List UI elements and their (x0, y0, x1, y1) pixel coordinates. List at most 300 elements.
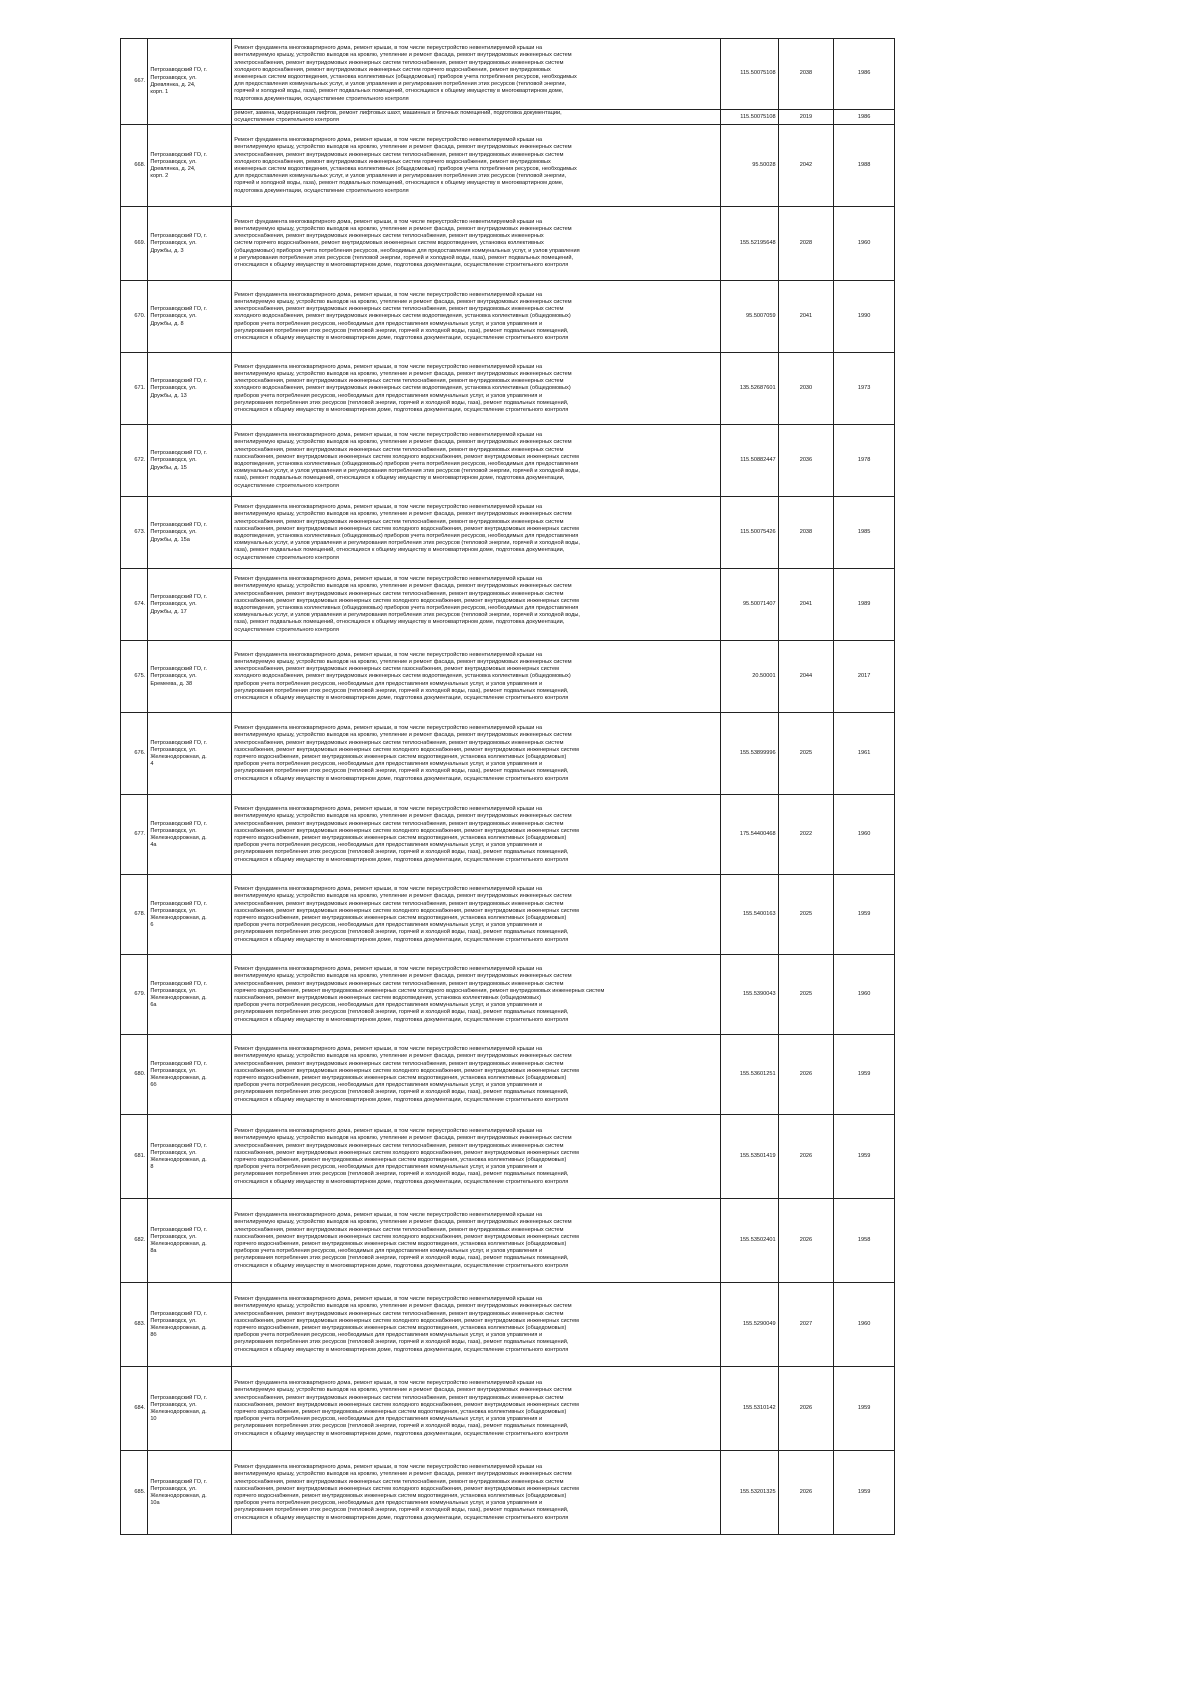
work-description (232, 1367, 721, 1451)
cost-cell: 155.5310142 (720, 1367, 778, 1451)
cost-cell: 155.5290049 (720, 1283, 778, 1367)
work-description-line: вентилируемую крышу, устройство выходов на кровлю, утепление и ремонт фасада, ремонт внутридомовых инженерных систем (234, 1471, 572, 1478)
build-year-cell: 1960 (834, 207, 895, 281)
work-description-line: газа), ремонт подвальных помещений, относящихся к общему имуществу в многоквартирном доме, подготовка документации, (234, 547, 565, 554)
address-cell-line: Петрозаводск, ул. (150, 987, 197, 994)
row-number: 685. (121, 1451, 148, 1535)
work-description-line: осуществление строительного контроля (234, 626, 339, 633)
work-description-line: для предоставления коммунальных услуг, и узлов управления и регулирования потребления этих ресурсов (тепловой энергии, (234, 173, 567, 180)
build-year-cell: 1958 (834, 1199, 895, 1283)
address-cell-line: Петрозаводский ГО, г. (150, 980, 207, 987)
address-cell-line: Петрозаводский ГО, г. (150, 1310, 207, 1317)
address-cell-line: Петрозаводский ГО, г. (150, 820, 207, 827)
address-cell-line: Петрозаводский ГО, г. (150, 67, 207, 74)
work-description-line: приборов учета потребления ресурсов, необходимых для предоставления коммунальных услуг, и узлов управления и (234, 761, 543, 768)
address-cell-line: Петрозаводский ГО, г. (150, 306, 207, 313)
row-number: 668. (121, 125, 148, 207)
row-number: 684. (121, 1367, 148, 1451)
work-description-line: регулирования потребления этих ресурсов (тепловой энергии, горячей и холодной воды, газа), ремонт подвальных помещений, (234, 849, 569, 856)
work-description-line: горячего водоснабжения, ремонт внутридомовых инженерных систем водоотведения, установка коллективных (общедомовых) (234, 834, 567, 841)
build-year-cell: 1986 (834, 110, 895, 125)
planned-year-cell: 2026 (778, 1451, 834, 1535)
work-description-line: холодного водоснабжения, ремонт внутридомовых инженерных систем водоотведения, установка коллективных (общедомовых) (234, 313, 571, 320)
address-cell-line: Древлянка, д. 24, (150, 81, 196, 88)
work-description-line: холодного водоснабжения, ремонт внутридомовых инженерных систем горячего водоснабжения, ремонт внутридомовых (234, 66, 551, 73)
work-description-line: приборов учета потребления ресурсов, необходимых для предоставления коммунальных услуг, и узлов управления и (234, 1248, 543, 1255)
work-description-line: Ремонт фундамента многоквартирного дома, ремонт крыши, в том числе переустройство невентилируемой крыши на (234, 1296, 543, 1303)
address-cell-line: Петрозаводск, ул. (150, 1149, 197, 1156)
work-description-line: горячей и холодной воды, газа), ремонт подвальных помещений, относящихся к общему имуществу в многоквартирном доме, (234, 88, 564, 95)
cost-cell: 135.52687601 (720, 353, 778, 425)
row-number: 683. (121, 1283, 148, 1367)
address-cell-line: Петрозаводск, ул. (150, 673, 197, 680)
address-cell-line: Железнодорожная, д. (150, 753, 207, 760)
address-cell-line: Дружбы, д. 13 (150, 392, 187, 399)
address-cell (148, 39, 232, 125)
work-description-line: коммунальных услуг, и узлов управления и регулирования потребления этих ресурсов (тепловой энергии, горячей и холодной воды, (234, 468, 580, 475)
address-cell-line: Железнодорожная, д. (150, 1240, 207, 1247)
work-description (232, 207, 721, 281)
work-description-line: вентилируемую крышу, устройство выходов на кровлю, утепление и ремонт фасада, ремонт внутридомовых инженерных систем (234, 1053, 572, 1060)
build-year-cell: 1959 (834, 1115, 895, 1199)
planned-year-cell: 2028 (778, 207, 834, 281)
table-row (121, 875, 895, 955)
work-description-line: относящихся к общему имуществу в многоквартирном доме, подготовка документации, осуществление строительного контроля (234, 1262, 569, 1269)
work-description-line: газоснабжения, ремонт внутридомовых инженерных систем водоотведения, установка коллективных (общедомовых) (234, 994, 541, 1001)
work-description-line: электроснабжения, ремонт внутридомовых инженерных систем теплоснабжения, ремонт внутридомовых инженерных систем (234, 1394, 564, 1401)
work-description-line: приборов учета потребления ресурсов, необходимых для предоставления коммунальных услуг, и узлов управления и (234, 1416, 543, 1423)
address-cell (148, 1283, 232, 1367)
work-description-line: осуществление строительного контроля (234, 117, 339, 124)
work-description-line: вентилируемую крышу, устройство выходов на кровлю, утепление и ремонт фасада, ремонт внутридомовых инженерных систем (234, 1135, 572, 1142)
work-description-line: ремонт, замена, модернизация лифтов, ремонт лифтовых шахт, машинных и блочных помещений, подготовка документации, (234, 110, 562, 116)
work-description-line: относящихся к общему имуществу в многоквартирном доме, подготовка документации, осуществление строительного контроля (234, 1096, 569, 1103)
work-description-line: относящихся к общему имуществу в многоквартирном доме, подготовка документации, осуществление строительного контроля (234, 694, 569, 701)
work-description (232, 353, 721, 425)
planned-year-cell: 2025 (778, 955, 834, 1035)
work-description-line: инженерных систем водоотведения, установка коллективных (общедомовых) приборов учета потребления ресурсов, необходимых (234, 74, 577, 80)
row-number: 681. (121, 1115, 148, 1199)
work-description-line: относящихся к общему имуществу в многоквартирном доме, подготовка документации, осуществление строительного контроля (234, 1514, 569, 1521)
work-description-line: относящихся к общему имуществу в многоквартирном доме, подготовка документации, осуществление строительного контроля (234, 406, 569, 413)
build-year-cell: 1961 (834, 713, 895, 795)
row-number: 671. (121, 353, 148, 425)
work-description-line: регулирования потребления этих ресурсов (тепловой энергии, горячей и холодной воды, газа), ремонт подвальных помещений, (234, 1089, 569, 1096)
work-description-line: вентилируемую крышу, устройство выходов на кровлю, утепление и ремонт фасада, ремонт внутридомовых инженерных систем (234, 813, 572, 820)
address-cell (148, 1115, 232, 1199)
row-number: 672. (121, 425, 148, 497)
address-cell-line: 8б (150, 1332, 157, 1339)
address-cell (148, 497, 232, 569)
table-row (121, 281, 895, 353)
address-cell (148, 875, 232, 955)
row-number: 674. (121, 569, 148, 641)
table-row (121, 569, 895, 641)
work-description-line: регулирования потребления этих ресурсов (тепловой энергии, горячей и холодной воды, газа), ремонт подвальных помещений, (234, 1423, 569, 1430)
address-cell-line: 6б (150, 1082, 157, 1089)
work-description-line: Ремонт фундамента многоквартирного дома, ремонт крыши, в том числе переустройство невентилируемой крыши на (234, 1380, 543, 1387)
work-description-line: приборов учета потребления ресурсов, необходимых для предоставления коммунальных услуг, и узлов управления и (234, 392, 543, 399)
work-description-line: вентилируемую крышу, устройство выходов на кровлю, утепление и ремонт фасада, ремонт внутридомовых инженерных систем (234, 370, 572, 377)
row-number: 680. (121, 1035, 148, 1115)
work-description-line: газа), ремонт подвальных помещений, относящихся к общему имуществу в многоквартирном доме, подготовка документации, (234, 619, 565, 626)
work-description-line: систем горячего водоснабжения, ремонт внутридомовых инженерных систем водоотведения, установка коллективных (234, 240, 544, 247)
address-cell (148, 1199, 232, 1283)
cost-cell: 95.5007059 (720, 281, 778, 353)
work-description-line: газоснабжения, ремонт внутридомовых инженерных систем холодного водоснабжения, ремонт внутридомовых инженерных систем (234, 1485, 579, 1492)
work-description-line: относящихся к общему имуществу в многоквартирном доме, подготовка документации, осуществление строительного контроля (234, 775, 569, 782)
planned-year-cell: 2026 (778, 1199, 834, 1283)
build-year-cell: 1959 (834, 1451, 895, 1535)
work-description-line: вентилируемую крышу, устройство выходов на кровлю, утепление и ремонт фасада, ремонт внутридомовых инженерных систем (234, 583, 572, 590)
work-description-line: Ремонт фундамента многоквартирного дома, ремонт крыши, в том числе переустройство невентилируемой крыши на (234, 137, 543, 144)
work-description-line: Ремонт фундамента многоквартирного дома, ремонт крыши, в том числе переустройство невентилируемой крыши на (234, 1046, 543, 1053)
work-description-line: вентилируемую крышу, устройство выходов на кровлю, утепление и ремонт фасада, ремонт внутридомовых инженерных систем (234, 973, 572, 980)
work-description (232, 955, 721, 1035)
planned-year-cell: 2026 (778, 1035, 834, 1115)
table-body (121, 39, 895, 1535)
row-number: 670. (121, 281, 148, 353)
work-description-line: газоснабжения, ремонт внутридомовых инженерных систем холодного водоснабжения, ремонт внутридомовых инженерных систем (234, 1067, 579, 1074)
work-description-line: электроснабжения, ремонт внутридомовых инженерных систем теплоснабжения, ремонт внутридомовых инженерных систем (234, 446, 564, 453)
address-cell-line: Железнодорожная, д. (150, 994, 207, 1001)
work-description-line: холодного водоснабжения, ремонт внутридомовых инженерных систем горячего водоснабжения, ремонт внутридомовых (234, 158, 551, 165)
table-row (121, 353, 895, 425)
planned-year-cell: 2025 (778, 875, 834, 955)
work-description-line: приборов учета потребления ресурсов, необходимых для предоставления коммунальных услуг, и узлов управления и (234, 1332, 543, 1339)
work-description-line: осуществление строительного контроля (234, 482, 339, 489)
address-cell-line: Петрозаводский ГО, г. (150, 151, 207, 158)
planned-year-cell: 2027 (778, 1283, 834, 1367)
work-description (232, 1115, 721, 1199)
address-cell-line: Петрозаводский ГО, г. (150, 233, 207, 240)
address-cell-line: Железнодорожная, д. (150, 1156, 207, 1163)
address-cell (148, 1451, 232, 1535)
cost-cell: 155.5400163 (720, 875, 778, 955)
cost-cell: 155.5390043 (720, 955, 778, 1035)
address-cell-line: Петрозаводск, ул. (150, 907, 197, 914)
work-description-line: относящихся к общему имуществу в многоквартирном доме, подготовка документации, осуществление строительного контроля (234, 1178, 569, 1185)
work-description-line: Ремонт фундамента многоквартирного дома, ремонт крыши, в том числе переустройство невентилируемой крыши на (234, 1464, 543, 1471)
work-description-line: регулирования потребления этих ресурсов (тепловой энергии, горячей и холодной воды, газа), ремонт подвальных помещений, (234, 1009, 569, 1016)
address-cell-line: Дружбы, д. 8 (150, 320, 184, 327)
work-description-line: холодного водоснабжения, ремонт внутридомовых инженерных систем водоотведения, установка коллективных (общедомовых) (234, 385, 571, 392)
address-cell-line: 10а (150, 1500, 160, 1507)
address-cell-line: 8 (150, 1164, 154, 1171)
address-cell-line: Петрозаводск, ул. (150, 601, 197, 608)
work-description (232, 1035, 721, 1115)
work-description-line: приборов учета потребления ресурсов, необходимых для предоставления коммунальных услуг, и узлов управления и (234, 1164, 543, 1171)
planned-year-cell: 2042 (778, 125, 834, 207)
build-year-cell: 1959 (834, 1035, 895, 1115)
work-description-line: регулирования потребления этих ресурсов (тепловой энергии, горячей и холодной воды, газа), ремонт подвальных помещений, (234, 1507, 569, 1514)
work-description-line: электроснабжения, ремонт внутридомовых инженерных систем теплоснабжения, ремонт внутридомовых инженерных систем (234, 980, 564, 987)
work-description-line: приборов учета потребления ресурсов, необходимых для предоставления коммунальных услуг, и узлов управления и (234, 320, 543, 327)
address-cell-line: Петрозаводск, ул. (150, 385, 197, 392)
work-description-line: горячего водоснабжения, ремонт внутридомовых инженерных систем водоотведения, установка коллективных (общедомовых) (234, 753, 567, 760)
address-cell-line: Еремеева, д. 38 (150, 680, 193, 687)
planned-year-cell: 2038 (778, 39, 834, 110)
cost-cell: 20.50001 (720, 641, 778, 713)
address-cell-line: Петрозаводск, ул. (150, 1233, 197, 1240)
work-description-line: приборов учета потребления ресурсов, необходимых для предоставления коммунальных услуг, и узлов управления и (234, 1500, 543, 1507)
work-description-line: электроснабжения, ремонт внутридомовых инженерных систем теплоснабжения, ремонт внутридомовых инженерных систем (234, 739, 564, 746)
work-description-line: газоснабжения, ремонт внутридомовых инженерных систем холодного водоснабжения, ремонт внутридомовых инженерных систем (234, 1149, 579, 1156)
table-row (121, 955, 895, 1035)
build-year-cell: 1960 (834, 1283, 895, 1367)
address-cell (148, 955, 232, 1035)
table-row (121, 713, 895, 795)
address-cell-line: Петрозаводский ГО, г. (150, 666, 207, 673)
work-description-line: регулирования потребления этих ресурсов (тепловой энергии, горячей и холодной воды, газа), ремонт подвальных помещений, (234, 929, 569, 936)
table-row (121, 1367, 895, 1451)
work-description-line: Ремонт фундамента многоквартирного дома, ремонт крыши, в том числе переустройство невентилируемой крыши на (234, 1212, 543, 1219)
work-description-line: водоотведения, установка коллективных (общедомовых) приборов учета потребления ресурсов, необходимых для предоставления (234, 460, 579, 467)
work-description (232, 569, 721, 641)
address-cell-line: Петрозаводск, ул. (150, 74, 197, 81)
build-year-cell: 1959 (834, 1367, 895, 1451)
row-number: 673. (121, 497, 148, 569)
work-description (232, 1283, 721, 1367)
work-description-line: вентилируемую крышу, устройство выходов на кровлю, утепление и ремонт фасада, ремонт внутридомовых инженерных систем (234, 893, 572, 900)
build-year-cell: 1960 (834, 955, 895, 1035)
work-description-line: электроснабжения, ремонт внутридомовых инженерных систем теплоснабжения, ремонт внутридомовых инженерных систем (234, 518, 564, 525)
work-description-line: электроснабжения, ремонт внутридомовых инженерных систем теплоснабжения, ремонт внутридомовых инженерных систем (234, 1310, 564, 1317)
work-description (232, 795, 721, 875)
work-description-line: регулирования потребления этих ресурсов (тепловой энергии, горячей и холодной воды, газа), ремонт подвальных помещений, (234, 1171, 569, 1178)
work-description-line: электроснабжения, ремонт внутридомовых инженерных систем теплоснабжения, ремонт внутридомовых инженерных систем (234, 820, 564, 827)
work-description-line: регулирования потребления этих ресурсов (тепловой энергии, горячей и холодной воды, газа), ремонт подвальных помещений, (234, 327, 569, 334)
address-cell-line: Петрозаводский ГО, г. (150, 378, 207, 385)
work-description-line: регулирования потребления этих ресурсов (тепловой энергии, горячей и холодной воды, газа), ремонт подвальных помещений, (234, 399, 569, 406)
row-number: 682. (121, 1199, 148, 1283)
address-cell-line: Дружбы, д. 3 (150, 247, 184, 254)
work-description-line: электроснабжения, ремонт внутридомовых инженерных систем теплоснабжения, ремонт внутридомовых инженерных систем (234, 1478, 564, 1485)
cost-cell: 155.53501419 (720, 1115, 778, 1199)
work-description-line: приборов учета потребления ресурсов, необходимых для предоставления коммунальных услуг, и узлов управления и (234, 1002, 543, 1009)
work-description (232, 110, 721, 125)
work-description-line: вентилируемую крышу, устройство выходов на кровлю, утепление и ремонт фасада, ремонт внутридомовых инженерных систем (234, 298, 572, 305)
work-description-line: регулирования потребления этих ресурсов (тепловой энергии, горячей и холодной воды, газа), ремонт подвальных помещений, (234, 1339, 569, 1346)
table-row (121, 1451, 895, 1535)
work-description-line: горячего водоснабжения, ремонт внутридомовых инженерных систем водоотведения, установка коллективных (общедомовых) (234, 1240, 567, 1247)
address-cell-line: Железнодорожная, д. (150, 834, 207, 841)
cost-cell: 95.50071407 (720, 569, 778, 641)
table-row (121, 1283, 895, 1367)
row-number: 678. (121, 875, 148, 955)
work-description-line: электроснабжения, ремонт внутридомовых инженерных систем газоснабжения, ремонт внутридомовых инженерных систем (234, 666, 559, 673)
work-description-line: приборов учета потребления ресурсов, необходимых для предоставления коммунальных услуг, и узлов управления и (234, 842, 543, 849)
work-description (232, 125, 721, 207)
address-cell-line: Петрозаводский ГО, г. (150, 739, 207, 746)
address-cell-line: Петрозаводск, ул. (150, 1401, 197, 1408)
work-description-line: регулирования потребления этих ресурсов (тепловой энергии, горячей и холодной воды, газа), ремонт подвальных помещений, (234, 1255, 569, 1262)
work-description-line: вентилируемую крышу, устройство выходов на кровлю, утепление и ремонт фасада, ремонт внутридомовых инженерных систем (234, 1219, 572, 1226)
work-description-line: вентилируемую крышу, устройство выходов на кровлю, утепление и ремонт фасада, ремонт внутридомовых инженерных систем (234, 732, 572, 739)
build-year-cell: 1985 (834, 497, 895, 569)
work-description-line: горячего водоснабжения, ремонт внутридомовых инженерных систем водоотведения, установка коллективных (общедомовых) (234, 1324, 567, 1331)
work-description-line: электроснабжения, ремонт внутридомовых инженерных систем теплоснабжения, ремонт внутридомовых инженерных систем (234, 306, 564, 313)
planned-year-cell: 2030 (778, 353, 834, 425)
work-description-line: относящихся к общему имуществу в многоквартирном доме, подготовка документации, осуществление строительного контроля (234, 1016, 569, 1023)
capital-repair-table (120, 38, 895, 1535)
table-row (121, 1035, 895, 1115)
address-cell-line: Железнодорожная, д. (150, 1408, 207, 1415)
cost-cell: 155.53201325 (720, 1451, 778, 1535)
address-cell-line: Петрозаводский ГО, г. (150, 1060, 207, 1067)
planned-year-cell: 2019 (778, 110, 834, 125)
work-description-line: газоснабжения, ремонт внутридомовых инженерных систем холодного водоснабжения, ремонт внутридомовых инженерных систем (234, 453, 579, 460)
build-year-cell: 1989 (834, 569, 895, 641)
work-description-line: относящихся к общему имуществу в многоквартирном доме, подготовка документации, осуществление строительного контроля (234, 1430, 569, 1437)
work-description-line: регулирования потребления этих ресурсов (тепловой энергии, горячей и холодной воды, газа), ремонт подвальных помещений, (234, 768, 569, 775)
work-description-line: электроснабжения, ремонт внутридомовых инженерных систем теплоснабжения, ремонт внутридомовых инженерных систем (234, 590, 564, 597)
address-cell (148, 795, 232, 875)
work-description-line: Ремонт фундамента многоквартирного дома, ремонт крыши, в том числе переустройство невентилируемой крыши на (234, 1128, 543, 1135)
work-description (232, 425, 721, 497)
address-cell (148, 569, 232, 641)
work-description-line: относящихся к общему имуществу в многоквартирном доме, подготовка документации, осуществление строительного контроля (234, 1346, 569, 1353)
work-description-line: горячего водоснабжения, ремонт внутридомовых инженерных систем водоотведения, установка коллективных (общедомовых) (234, 1074, 567, 1081)
address-cell (148, 1367, 232, 1451)
work-description-line: Ремонт фундамента многоквартирного дома, ремонт крыши, в том числе переустройство невентилируемой крыши на (234, 363, 543, 370)
address-cell-line: Железнодорожная, д. (150, 914, 207, 921)
work-description-line: газоснабжения, ремонт внутридомовых инженерных систем холодного водоснабжения, ремонт внутридомовых инженерных систем (234, 907, 579, 914)
work-description-line: относящихся к общему имуществу в многоквартирном доме, подготовка документации, осуществление строительного контроля (234, 856, 569, 863)
planned-year-cell: 2036 (778, 425, 834, 497)
planned-year-cell: 2025 (778, 713, 834, 795)
row-number: 679. (121, 955, 148, 1035)
address-cell-line: Петрозаводск, ул. (150, 1317, 197, 1324)
work-description-line: инженерных систем водоотведения, установка коллективных (общедомовых) приборов учета потребления ресурсов, необходимых (234, 165, 577, 172)
row-number: 669. (121, 207, 148, 281)
work-description (232, 875, 721, 955)
work-description-line: Ремонт фундамента многоквартирного дома, ремонт крыши, в том числе переустройство невентилируемой крыши на (234, 966, 543, 973)
address-cell-line: корп. 2 (150, 173, 169, 180)
table-row (121, 125, 895, 207)
cost-cell: 115.50075426 (720, 497, 778, 569)
work-description-line: электроснабжения, ремонт внутридомовых инженерных систем теплоснабжения, ремонт внутридомовых инженерных систем (234, 151, 564, 158)
row-number: 676. (121, 713, 148, 795)
work-description-line: Ремонт фундамента многоквартирного дома, ремонт крыши, в том числе переустройство невентилируемой крыши на (234, 725, 543, 732)
work-description-line: относящихся к общему имуществу в многоквартирном доме, подготовка документации, осуществление строительного контроля (234, 936, 569, 943)
address-cell-line: Дружбы, д. 17 (150, 608, 187, 615)
table-row (121, 641, 895, 713)
work-description-line: электроснабжения, ремонт внутридомовых инженерных систем теплоснабжения, ремонт внутридомовых инженерных систем (234, 59, 564, 66)
build-year-cell: 1988 (834, 125, 895, 207)
address-cell-line: Петрозаводский ГО, г. (150, 1478, 207, 1485)
address-cell-line: Древлянка, д. 24, (150, 165, 196, 172)
work-description-line: регулирования потребления этих ресурсов (тепловой энергии, горячей и холодной воды, газа), ремонт подвальных помещений, (234, 687, 569, 694)
address-cell-line: 10 (150, 1416, 157, 1423)
planned-year-cell: 2041 (778, 569, 834, 641)
work-description-line: газоснабжения, ремонт внутридомовых инженерных систем холодного водоснабжения, ремонт внутридомовых инженерных систем (234, 525, 579, 532)
table-row (121, 39, 895, 110)
work-description-line: горячей и холодной воды, газа), ремонт подвальных помещений, относящихся к общему имуществу в многоквартирном доме, (234, 180, 564, 187)
work-description-line: горячего водоснабжения, ремонт внутридомовых инженерных систем водоотведения, установка коллективных (общедомовых) (234, 1156, 567, 1163)
table-subrow (121, 110, 895, 125)
address-cell (148, 281, 232, 353)
cost-cell: 175.54400468 (720, 795, 778, 875)
address-cell (148, 353, 232, 425)
work-description-line: электроснабжения, ремонт внутридомовых инженерных систем теплоснабжения, ремонт внутридомовых инженерных систем (234, 900, 564, 907)
work-description-line: приборов учета потребления ресурсов, необходимых для предоставления коммунальных услуг, и узлов управления и (234, 1082, 543, 1089)
work-description-line: (общедомовых) приборов учета потребления ресурсов, необходимых для предоставления коммунальных услуг, и узлов управления (234, 247, 580, 254)
build-year-cell: 1959 (834, 875, 895, 955)
work-description-line: вентилируемую крышу, устройство выходов на кровлю, утепление и ремонт фасада, ремонт внутридомовых инженерных систем (234, 1303, 572, 1310)
address-cell-line: 4 (150, 761, 154, 768)
work-description-line: Ремонт фундамента многоквартирного дома, ремонт крыши, в том числе переустройство невентилируемой крыши на (234, 218, 543, 225)
address-cell-line: Петрозаводск, ул. (150, 746, 197, 753)
address-cell-line: Дружбы, д. 15 (150, 464, 187, 471)
address-cell (148, 207, 232, 281)
address-cell-line: 6 (150, 922, 154, 929)
work-description-line: вентилируемую крышу, устройство выходов на кровлю, утепление и ремонт фасада, ремонт внутридомовых инженерных систем (234, 225, 572, 232)
address-cell-line: 6а (150, 1002, 157, 1009)
work-description-line: Ремонт фундамента многоквартирного дома, ремонт крыши, в том числе переустройство невентилируемой крыши на (234, 432, 543, 439)
work-description-line: Ремонт фундамента многоквартирного дома, ремонт крыши, в том числе переустройство невентилируемой крыши на (234, 291, 543, 298)
work-description (232, 497, 721, 569)
work-description (232, 281, 721, 353)
work-description-line: вентилируемую крышу, устройство выходов на кровлю, утепление и ремонт фасада, ремонт внутридомовых инженерных систем (234, 658, 572, 665)
work-description-line: приборов учета потребления ресурсов, необходимых для предоставления коммунальных услуг, и узлов управления и (234, 680, 543, 687)
work-description-line: Ремонт фундамента многоквартирного дома, ремонт крыши, в том числе переустройство невентилируемой крыши на (234, 504, 543, 511)
row-number: 677. (121, 795, 148, 875)
address-cell-line: Петрозаводский ГО, г. (150, 522, 207, 529)
address-cell (148, 713, 232, 795)
work-description-line: газоснабжения, ремонт внутридомовых инженерных систем холодного водоснабжения, ремонт внутридомовых инженерных систем (234, 827, 579, 834)
work-description-line: газоснабжения, ремонт внутридомовых инженерных систем холодного водоснабжения, ремонт внутридомовых инженерных систем (234, 597, 579, 604)
table-row (121, 1115, 895, 1199)
work-description-line: электроснабжения, ремонт внутридомовых инженерных систем теплоснабжения, ремонт внутридомовых инженерных систем (234, 378, 564, 385)
row-number: 667. (121, 39, 148, 125)
address-cell-line: Петрозаводск, ул. (150, 1485, 197, 1492)
build-year-cell: 1978 (834, 425, 895, 497)
work-description-line: горячего водоснабжения, ремонт внутридомовых инженерных систем водоотведения, установка коллективных (общедомовых) (234, 914, 567, 921)
build-year-cell: 1986 (834, 39, 895, 110)
work-description (232, 713, 721, 795)
build-year-cell: 1990 (834, 281, 895, 353)
planned-year-cell: 2044 (778, 641, 834, 713)
table-row (121, 425, 895, 497)
cost-cell: 155.53601251 (720, 1035, 778, 1115)
cost-cell: 155.53502401 (720, 1199, 778, 1283)
address-cell-line: Петрозаводск, ул. (150, 240, 197, 247)
planned-year-cell: 2022 (778, 795, 834, 875)
work-description (232, 39, 721, 110)
work-description-line: вентилируемую крышу, устройство выходов на кровлю, утепление и ремонт фасада, ремонт внутридомовых инженерных систем (234, 511, 572, 518)
planned-year-cell: 2026 (778, 1115, 834, 1199)
address-cell-line: Петрозаводский ГО, г. (150, 1394, 207, 1401)
work-description-line: Ремонт фундамента многоквартирного дома, ремонт крыши, в том числе переустройство невентилируемой крыши на (234, 806, 543, 813)
work-description-line: горячего водоснабжения, ремонт внутридомовых инженерных систем водоотведения, установка коллективных (общедомовых) (234, 1492, 567, 1499)
work-description-line: и регулирования потребления этих ресурсов (тепловой энергии, горячей и холодной воды, газа), ремонт подвальных помещений, (234, 254, 574, 261)
cost-cell: 95.50028 (720, 125, 778, 207)
work-description-line: горячего водоснабжения, ремонт внутридомовых инженерных систем холодного водоснабжения, ремонт внутридомовых инженерных систем (234, 987, 605, 994)
cost-cell: 115.50882447 (720, 425, 778, 497)
work-description-line: коммунальных услуг, и узлов управления и регулирования потребления этих ресурсов (тепловой энергии, горячей и холодной воды, (234, 612, 580, 619)
work-description-line: вентилируемую крышу, устройство выходов на кровлю, утепление и ремонт фасада, ремонт внутридомовых инженерных систем (234, 52, 572, 59)
address-cell-line: Петрозаводский ГО, г. (150, 450, 207, 457)
cost-cell: 155.52195648 (720, 207, 778, 281)
build-year-cell: 1973 (834, 353, 895, 425)
table-row (121, 795, 895, 875)
work-description-line: холодного водоснабжения, ремонт внутридомовых инженерных систем водоотведения, установка коллективных (общедомовых) (234, 673, 571, 680)
work-description-line: вентилируемую крышу, устройство выходов на кровлю, утепление и ремонт фасада, ремонт внутридомовых инженерных систем (234, 144, 572, 151)
work-description-line: Ремонт фундамента многоквартирного дома, ремонт крыши, в том числе переустройство невентилируемой крыши на (234, 45, 543, 52)
table-row (121, 497, 895, 569)
work-description-line: подготовка документации, осуществление строительного контроля (234, 95, 409, 102)
